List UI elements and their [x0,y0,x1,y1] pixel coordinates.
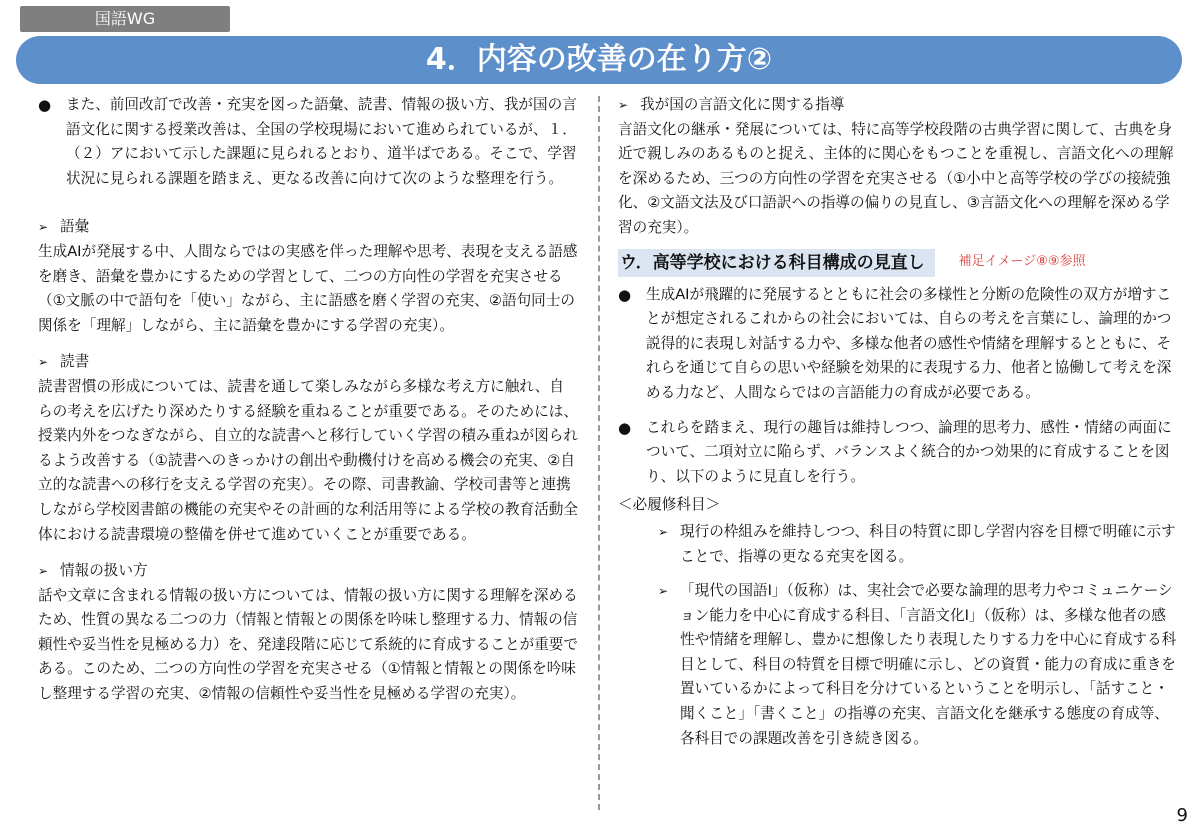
right-column [618,93,1178,751]
bullet-paragraph-1 [618,283,1178,406]
bullet-icon: ● [618,285,632,304]
section-u-note: 補足イメージ⑧⑨参照 [958,254,1086,270]
bullet-2-text: これらを踏まえ、現行の趣旨は維持しつつ、論理的思考力、感性・情緒の両面について、二項対立に陥らず、バランスよく統合的かつ効果的に育成することを図り、以下のように見直しを行う。 [646,418,1172,485]
arrow-icon: ➢ [658,584,669,599]
arrow-icon: ➢ [38,355,49,370]
arrow-icon: ➢ [658,524,669,539]
arrow-icon: ➢ [38,564,49,579]
left-column [38,93,578,707]
wg-tag: 国語WG [20,6,230,32]
culture-body: 言語文化の継承・発展については、特に高等学校段階の古典学習に関して、古典を身近で親しみのあるものと捉え、主体的に関心をもつことを重視し、言語文化への理解を深めるため、三つの方向性の学習を充実させる（①小中と高等学校の学びの接続強化、②文語文法及び口語訳への指導の偏りの見直し、③言語文化への理解を深める学習の充実）。 [618,120,1174,236]
page-title: 4．内容の改善の在り方② [16,36,1182,84]
arrow-icon: ➢ [618,98,629,112]
bullet-paragraph-2 [618,416,1178,490]
required-subjects-heading: ＜必履修科目＞ [618,496,721,514]
section-u-header [618,249,1178,277]
bullet-icon: ● [618,418,632,437]
info-body: 話や文章に含まれる情報の扱い方については、情報の扱い方に関する理解を深めるため、性質の異なる二つの力（情報と情報との関係を吟味し整理する力、情報の信頼性や妥当性を見極める力）を、発達段階に応じて系統的に育成することが重要である。このため、二つの方向性の学習を充実させる（①情報と情報との関係を吟味し整理する学習の充実、②情報の信頼性や妥当性を見極める学習の充実）。 [38,586,578,703]
column-divider [598,96,600,810]
bullet-icon: ● [38,96,52,114]
info-heading: ➢ 情報の扱い方 [38,559,578,584]
reading-heading: ➢ 読書 [38,350,578,375]
required-item-1 [658,520,1178,569]
required-item-1-text: 現行の枠組みを維持しつつ、科目の特質に即し学習内容を目標で明確に示すことで、指導の更なる充実を図る。 [680,522,1176,565]
culture-heading: ➢ 我が国の言語文化に関する指導 [618,93,1178,118]
bullet-1-text: 生成AIが飛躍的に発展するとともに社会の多様性と分断の危険性の双方が増すことが想定されるこれからの社会においては、自らの考えを言葉にし、論理的かつ説得的に表現し対話する力や、多様な他者の感性や情緒を理解するとともに、それらを通じて自らの思いや経験を効果的に表現する力、他者と協働して考えを深める力など、人間ならではの言語能力の育成が必要である。 [646,285,1172,401]
intro-text: また、前回改訂で改善・充実を図った語彙、読書、情報の扱い方、我が国の言語文化に関する授業改善は、全国の学校現場において進められているが、１．（２）アにおいて示した課題に見られるとおり、道半ばである。そこで、学習状況に見られる課題を踏まえ、更なる改善に向けて次のような整理を行う。 [66,96,577,187]
page-number: 9 [1176,805,1188,826]
required-item-2 [658,579,1178,751]
required-item-2-text: 「現代の国語Ⅰ」（仮称）は、実社会で必要な論理的思考力やコミュニケーション能力を中心に育成する科目、「言語文化Ⅰ」（仮称）は、多様な他者の感性や情緒を理解し、豊かに想像したり表現したりする力を中心に育成する科目として、科目の特質を目標で明確に示し、どの資質・能力の育成に重きを置いているかによって科目を分けているということを明示し、「話すこと・聞くこと」「書くこと」の指導の充実、言語文化を継承する態度の育成等、各科目での課題改善を引き続き図る。 [680,582,1177,747]
arrow-icon: ➢ [38,220,49,235]
section-u-title: ウ．高等学校における科目構成の見直し [618,249,935,277]
vocab-heading: ➢ 語彙 [38,215,578,240]
vocab-body: 生成AIが発展する中、人間ならではの実感を伴った理解や思考、表現を支える語感を磨き、語彙を豊かにするための学習として、二つの方向性の学習を充実させる（①文脈の中で語句を「使い」ながら、主に語感を磨く学習の充実、②語句同士の関係を「理解」しながら、主に語彙を豊かにする学習の充実）。 [38,242,578,334]
reading-body: 読書習慣の形成については、読書を通して楽しみながら多様な考え方に触れ、自らの考えを広げたり深めたりする経験を重ねることが重要である。そのためには、授業内外をつなぎながら、自立的な読書へと移行していく学習の積み重ねが図られるよう改善する（①読書へのきっかけの創出や動機付けを高める機会の充実、②自立的な読書への移行を支える学習の充実）。その際、司書教諭、学校司書等と連携しながら学校図書館の機能の充実やその計画的な利活用等による学校の教育活動全体における読書環境の整備を併せて進めていくことが重要である。 [38,377,578,543]
intro-paragraph [38,93,578,191]
